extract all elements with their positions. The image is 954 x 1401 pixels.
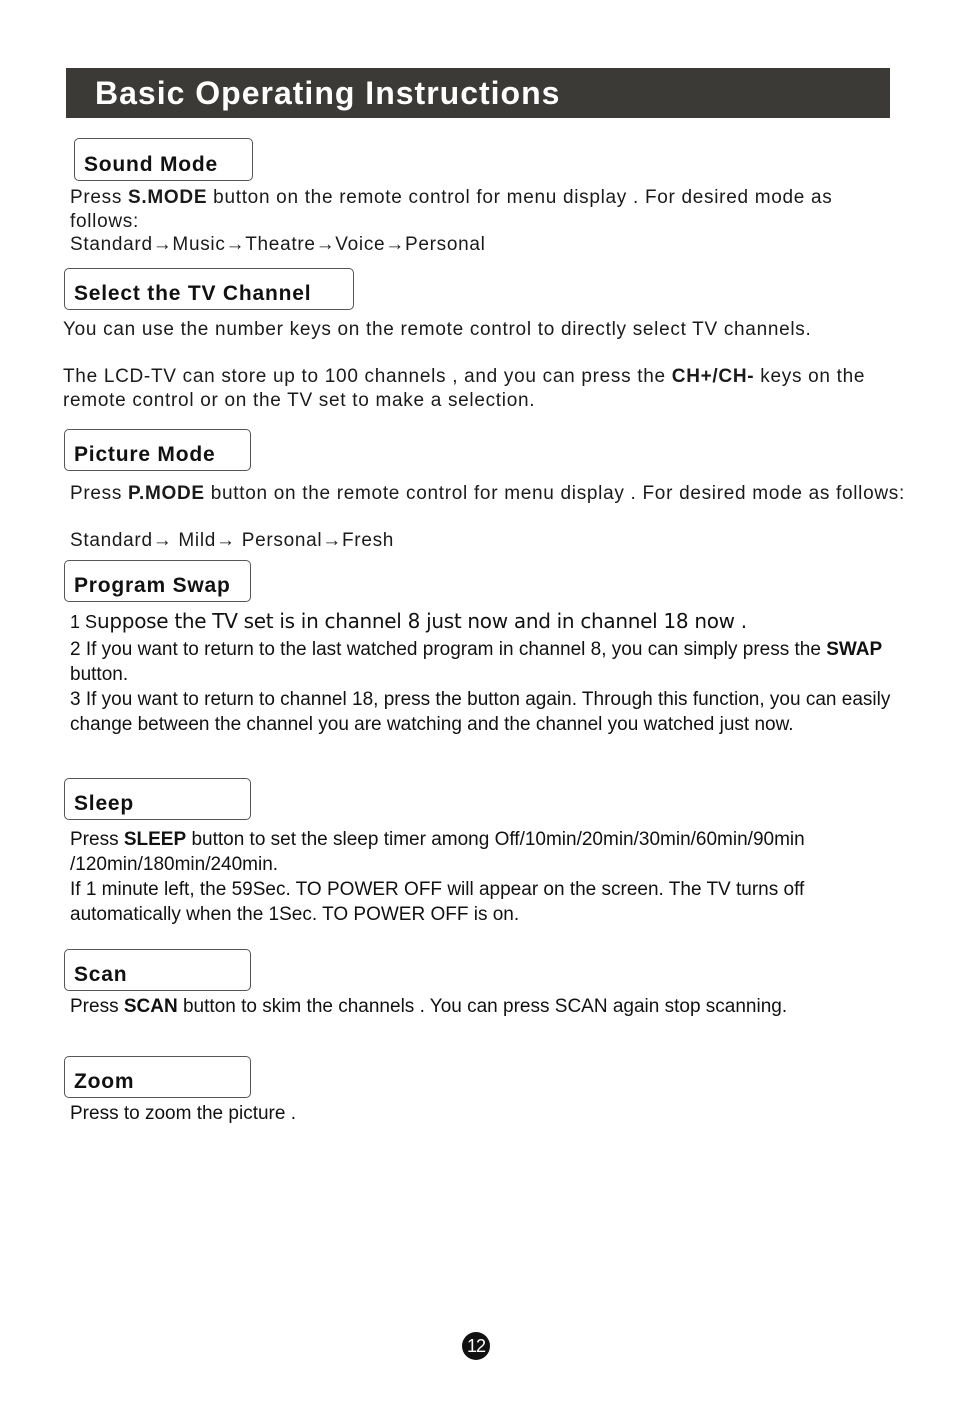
ch-key: CH+/CH- — [671, 366, 755, 387]
picture-mode-heading: Picture Mode — [74, 443, 216, 466]
tv-channel-heading-box — [64, 268, 354, 310]
program-swap-heading: Program Swap — [74, 574, 231, 597]
program-swap-line-1: 1 Suppose the TV set is in channel 8 just now and in channel 18 now . — [70, 609, 747, 633]
tv-channel-heading: Select the TV Channel — [74, 282, 312, 305]
program-swap-line-2: 2 If you want to return to the last watched program in channel 8, you can simply press the SWAP button. — [70, 639, 883, 685]
page-title: Basic Operating Instructions — [95, 75, 561, 111]
picture-mode-sequence: Standard→ Mild→ Personal→Fresh — [70, 530, 395, 551]
sound-mode-sequence: Standard→Music→Theatre→Voice→Personal — [70, 234, 486, 255]
tv-channel-text-1: You can use the number keys on the remote control to directly select TV channels. — [63, 319, 812, 340]
sleep-text-2: If 1 minute left, the 59Sec. TO POWER OFF will appear on the screen. The TV turns off automatically when the 1Sec. TO POWER OFF is on. — [70, 879, 805, 925]
page-number: 12 — [462, 1332, 490, 1360]
picture-mode-heading-box — [64, 429, 251, 471]
sleep-text-1: Press SLEEP button to set the sleep timer among Off/10min/20min/30min/60min/90min /120min/180min/240min. — [70, 829, 805, 875]
sleep-key: SLEEP — [123, 829, 187, 850]
program-swap-line-3: 3 If you want to return to channel 18, press the button again. Through this function, you can easily change between the channel you are watching and the channel you watched just now. — [70, 689, 891, 735]
picture-mode-text: Press P.MODE button on the remote control for menu display . For desired mode as follows: — [70, 483, 905, 504]
sound-mode-heading: Sound Mode — [84, 153, 218, 176]
zoom-heading-box — [64, 1056, 251, 1098]
scan-text: Press SCAN button to skim the channels . You can press SCAN again stop scanning. — [70, 996, 788, 1017]
sound-mode-text: Press S.MODE button on the remote control for menu display . For desired mode as follows: — [70, 187, 833, 232]
p-mode-key: P.MODE — [128, 483, 205, 504]
program-swap-heading-box — [64, 560, 251, 602]
scan-key: SCAN — [123, 996, 178, 1017]
s-mode-key: S.MODE — [128, 187, 208, 208]
scan-heading: Scan — [74, 963, 128, 986]
zoom-text: Press to zoom the picture . — [70, 1103, 296, 1124]
tv-channel-text-2: The LCD-TV can store up to 100 channels , and you can press the CH+/CH- keys on the remote control or on the TV set to make a selection. — [63, 366, 866, 411]
scan-heading-box — [64, 949, 251, 991]
swap-key: SWAP — [826, 639, 883, 660]
zoom-heading: Zoom — [74, 1070, 135, 1093]
sound-mode-heading-box — [74, 138, 253, 181]
sleep-heading: Sleep — [74, 792, 135, 815]
page-header — [66, 68, 890, 118]
sleep-heading-box — [64, 778, 251, 820]
